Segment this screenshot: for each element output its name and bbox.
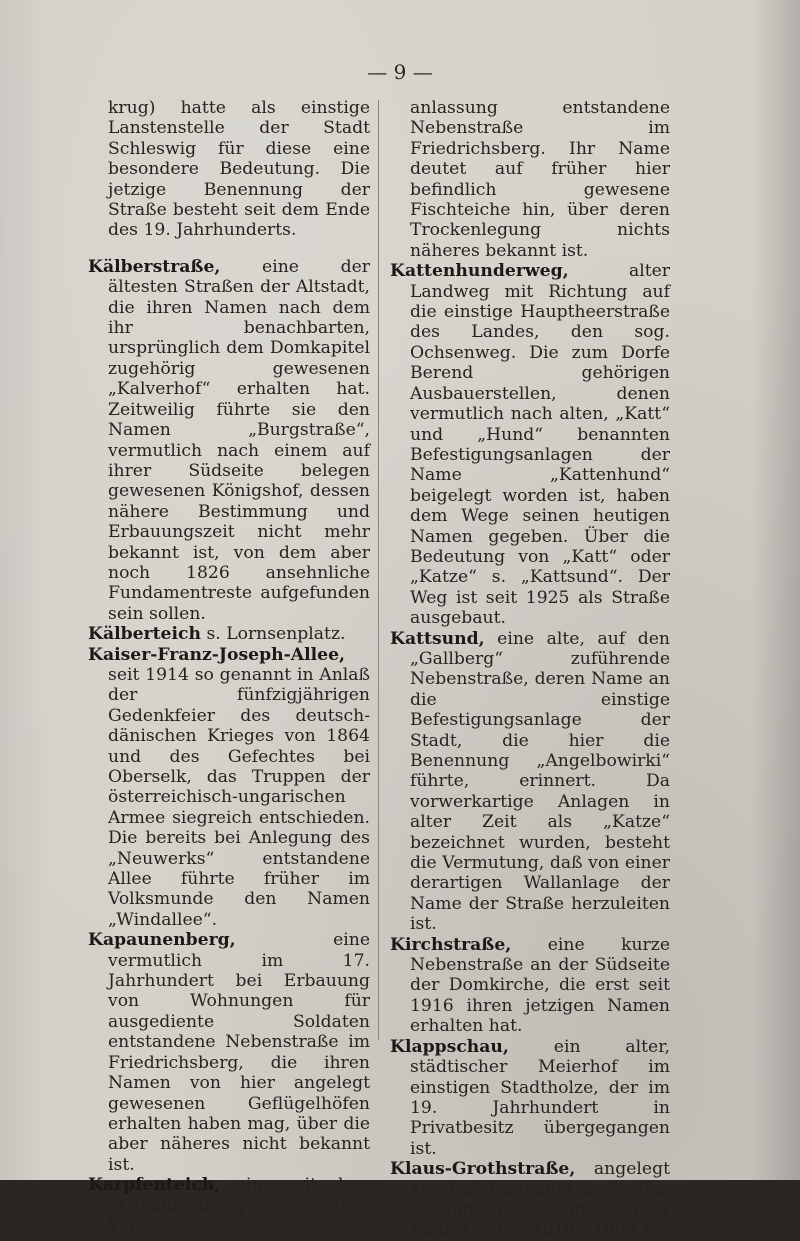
entry-term: Klappschau, [390, 1036, 509, 1057]
entry-term: Klaus-Grothstraße, [390, 1159, 576, 1180]
entry-text: eine vermutlich im 17. Jahrhundert bei Erbauung von Wohnungen für ausgediente Soldaten entstandene Nebenstraße im Friedrichsberg, die ihren Namen von hier angelegt gewesenen Geflügelhöfen erhalten haben mag, über die aber näheres nicht bekannt ist. [108, 930, 370, 1175]
right-column [390, 98, 670, 1241]
entry-text: eine der ältesten Straßen der Altstadt, die ihren Namen nach dem ihr benachbarten, ursprünglich dem Domkapitel zugehörig gewesenen „Kalverhof“ erhalten hat. Zeitweilig führte sie den Namen „Burgstraße“, vermutlich nach einem auf ihrer Südseite belegen gewesenen Königshof, dessen nähere Bestimmung und Erbauungszeit nicht mehr bekannt ist, von dem aber noch 1826 ansehnliche Fundamentreste aufgefunden sein sollen. [108, 256, 370, 624]
entry-term: Kirchstraße, [390, 934, 512, 955]
entry-text: alter Landweg mit Richtung auf die einstige Hauptheerstraße des Landes, den sog. Ochsenweg. Die zum Dorfe Berend gehörigen Ausbauerstellen, denen vermutlich nach alten, „Katt“ und „Hund“ benannten Befestigungsanlagen der Name „Kattenhund“ beigelegt worden ist, haben dem Wege seinen heutigen Namen gegeben. Über die Bedeutung von „Katt“ oder „Katze“ s. „Kattsund“. Der Weg ist seit 1925 als Straße ausgebaut. [410, 261, 670, 629]
entry-kapaunenberg [88, 930, 370, 1175]
entry-text: seit 1914 so genannt in Anlaß der fünfzigjährigen Gedenkfeier des deutsch-dänischen Krieges von 1864 und des Gefechtes bei Oberselk, das Truppen der österreichisch-ungarischen Armee siegreich entschieden. Die bereits bei Anlegung des „Neuwerks“ entstandene Allee führte früher im Volksmunde den Namen „Windallee“. [108, 664, 370, 930]
entry-text: s. Lornsenplatz. [200, 624, 346, 645]
entry-kirchstrasse [390, 935, 670, 1037]
entry-kaiser-franz-joseph-allee [88, 645, 370, 931]
entry-term: Kattsund, [390, 628, 485, 649]
entry-text: eine kurze Nebenstraße an der Südseite der Domkirche, die erst seit 1916 ihren jetzigen Namen erhalten hat. [410, 934, 670, 1037]
entry-term: Kaiser-Franz-Joseph-Allee, [88, 644, 345, 665]
entry-klappschau [390, 1037, 670, 1159]
entry-kattsund [390, 629, 670, 935]
entry-term: Kälberstraße, [88, 256, 221, 277]
entry-text: eine alte, auf den „Gallberg“ zuführende Nebenstraße, deren Name an die einstige Befestigungsanlage der Stadt, die hier die Benennung „Angelbowirki“ führte, erinnert. Da vorwerkartige Anlagen in alter Zeit als „Katze“ bezeichnet wurden, besteht die Vermutung, daß von einer derartigen Wallanlage der Name der Straße herzuleiten ist. [410, 628, 670, 935]
page-shading [750, 0, 800, 1180]
entry-term: Kapaunenberg, [88, 930, 236, 951]
entry-text: eine mit dem „Kapaunenberg“ aus gleicher Ver- [108, 1175, 370, 1236]
entry-kattenhunderweg [390, 261, 670, 628]
page-number: — 9 — [367, 60, 433, 84]
entry-term: Kattenhunderweg, [390, 261, 569, 282]
entry-kaelberstrasse [88, 257, 370, 624]
left-column [88, 98, 370, 1236]
entry-text: ein alter, städtischer Meierhof im einstigen Stadtholze, der im 19. Jahrhundert in Privatbesitz übergegangen ist. [410, 1036, 670, 1159]
column-divider [378, 100, 379, 1040]
entry-kaelberteich [88, 624, 370, 644]
continued-entry-text: krug) hatte als einstige Lanstenstelle der Stadt Schleswig für diese eine besondere Bedeutung. Die jetzige Benennung der Straße besteht seit dem Ende des 19. Jahrhunderts. [108, 98, 370, 241]
entry-term: Karpfenteich, [88, 1175, 221, 1196]
continued-entry-text: anlassung entstandene Nebenstraße im Friedrichsberg. Ihr Name deutet auf früher hier befindlich gewesene Fischteiche hin, über deren Trockenlegung nichts näheres bekannt ist. [410, 98, 670, 261]
entry-text: angelegt 1919 und benannt nach dem bekannten Heimatdichter Klaus Groth. (1819—1899.) [410, 1159, 670, 1241]
entry-karpfenteich [88, 1175, 370, 1236]
entry-term: Kälberteich [88, 624, 201, 645]
entry-klaus-grothstrasse [390, 1159, 670, 1241]
